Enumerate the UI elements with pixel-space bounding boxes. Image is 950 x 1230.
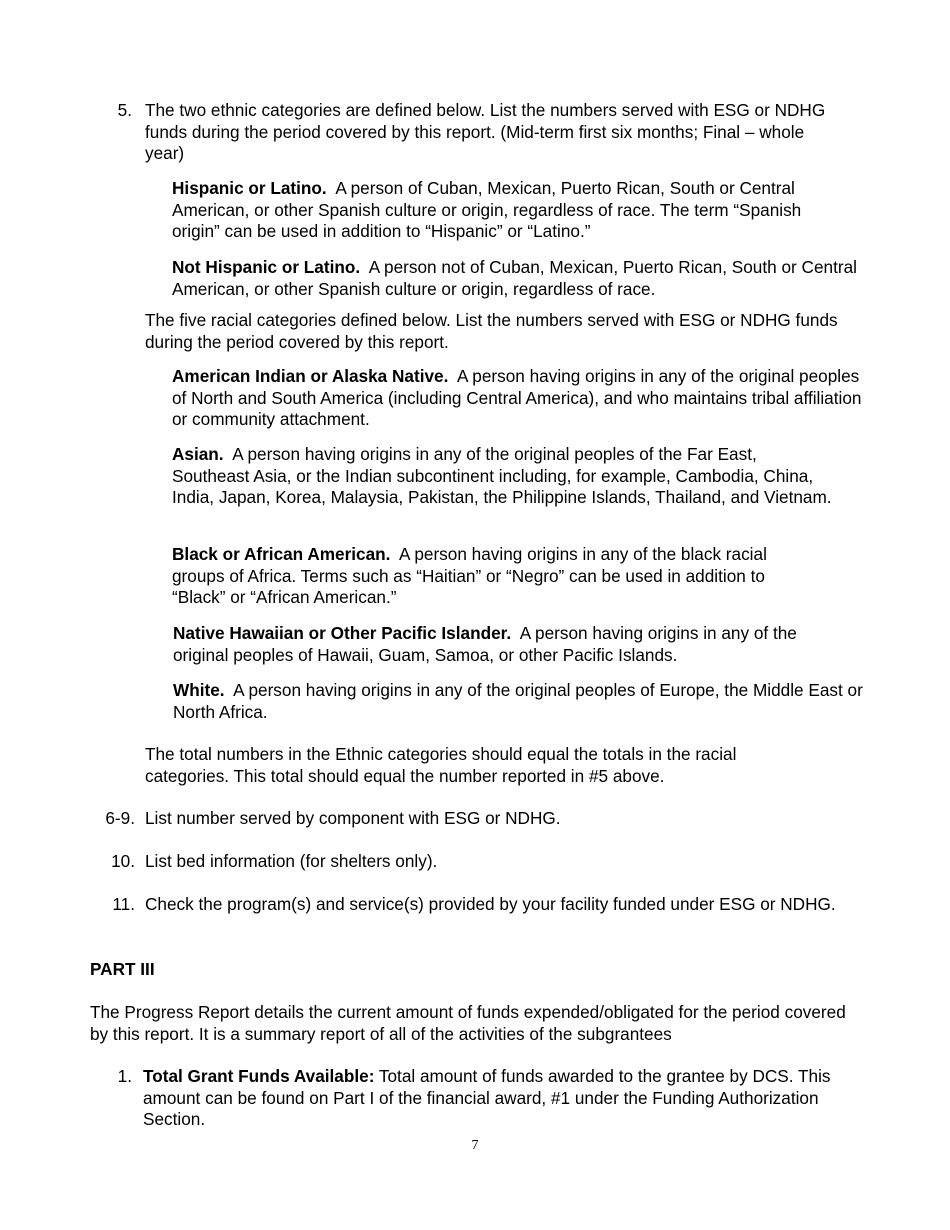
item-10-number: 10.: [111, 851, 135, 871]
term-asian: Asian.: [172, 444, 224, 464]
totals-note: The total numbers in the Ethnic categories should equal the totals in the racial categories. This total should equal the number reported in #5 above.: [145, 744, 737, 786]
part-3-heading: PART III: [90, 959, 155, 979]
part-3-item-1: [143, 1066, 863, 1131]
part-3-intro: The Progress Report details the current amount of funds expended/obligated for the period covered by this report. It is a summary report of all of the activities of the subgrantees: [90, 1002, 846, 1044]
item-11-text: Check the program(s) and service(s) provided by your facility funded under ESG or NDHG.: [145, 894, 836, 914]
item-5-number: 5.: [117, 100, 132, 120]
item-10-text: List bed information (for shelters only).: [145, 851, 438, 871]
racial-intro: The five racial categories defined below. List the numbers served with ESG or NDHG funds during the period covered by this report.: [145, 310, 838, 352]
racial-american-indian: [172, 366, 862, 431]
racial-black: [172, 544, 797, 609]
def-total-grant-funds: Total amount of funds awarded to the grantee by DCS. This amount can be found on Part I of the financial award, #1 under the Funding Authorization Section.: [143, 1066, 831, 1130]
term-hispanic: Hispanic or Latino.: [172, 178, 327, 198]
def-hispanic: A person of Cuban, Mexican, Puerto Rican, South or Central American, or other Spanish culture or origin, regardless of race. The term “Spanish origin” can be used in addition to “Hispanic” or “Latino.”: [172, 178, 802, 242]
ethnic-hispanic: [172, 178, 832, 243]
item-5-text: The two ethnic categories are defined below. List the numbers served with ESG or NDHG funds during the period covered by this report. (Mid-term first six months; Final – whole year): [145, 100, 826, 164]
term-black: Black or African American.: [172, 544, 391, 564]
term-native-hawaiian: Native Hawaiian or Other Pacific Islander.: [173, 623, 512, 643]
def-american-indian: A person having origins in any of the original peoples of North and South America (including Central America), and who maintains tribal affiliation or community attachment.: [172, 366, 862, 430]
def-white: A person having origins in any of the original peoples of Europe, the Middle East or North Africa.: [173, 680, 863, 722]
def-asian: A person having origins in any of the original peoples of the Far East, Southeast Asia, or the Indian subcontinent including, for example, Cambodia, China, India, Japan, Korea, Malaysia, Pakistan, the Philippine Islands, Thailand, and Vietnam.: [172, 444, 832, 508]
term-total-grant-funds: Total Grant Funds Available:: [143, 1066, 375, 1086]
item-6-9-text: List number served by component with ESG or NDHG.: [145, 808, 561, 828]
part-3-item-1-number: 1.: [117, 1066, 132, 1086]
term-not-hispanic: Not Hispanic or Latino.: [172, 257, 361, 277]
def-native-hawaiian: A person having origins in any of the original peoples of Hawaii, Guam, Samoa, or other Pacific Islands.: [173, 623, 797, 665]
page-number: 7: [471, 1138, 479, 1153]
racial-white: [173, 680, 868, 723]
ethnic-not-hispanic: [172, 257, 862, 300]
item-11-number: 11.: [112, 894, 135, 914]
def-black: A person having origins in any of the black racial groups of Africa. Terms such as “Haitian” or “Negro” can be used in addition to “Black” or “African American.”: [172, 544, 767, 608]
term-white: White.: [173, 680, 225, 700]
racial-asian: [172, 444, 837, 509]
item-6-9-number: 6-9.: [105, 808, 135, 828]
racial-native-hawaiian: [173, 623, 838, 666]
def-not-hispanic: A person not of Cuban, Mexican, Puerto Rican, South or Central American, or other Spanish culture or origin, regardless of race.: [172, 257, 857, 299]
term-american-indian: American Indian or Alaska Native.: [172, 366, 449, 386]
